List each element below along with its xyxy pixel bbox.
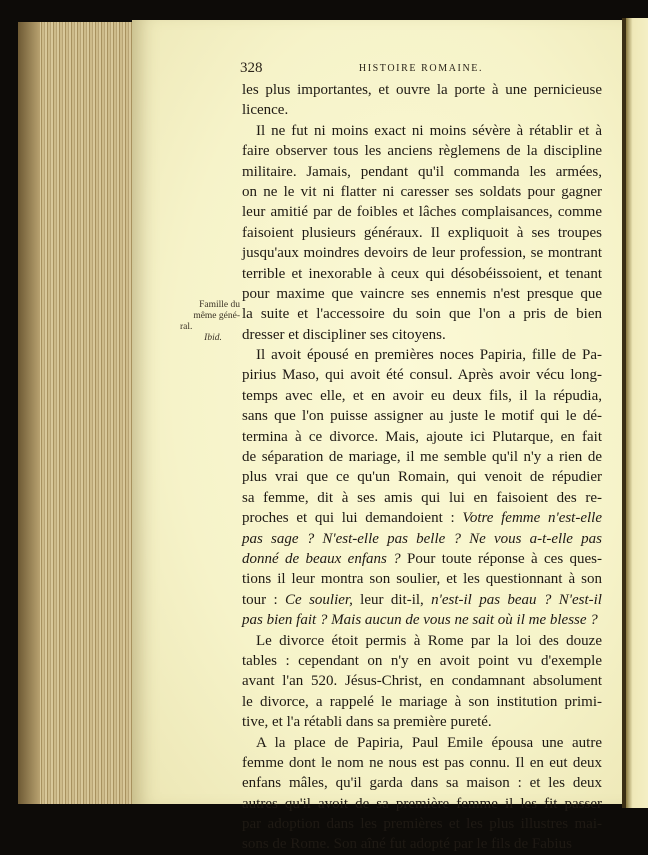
text-line (242, 488, 602, 508)
text-segment: sons de Rome. Son aîné fut adopté par le fils de Fabius (242, 836, 572, 853)
text-segment: plus vrai que ce qu'un Romain, qui venoit de répudier (242, 469, 602, 486)
text-segment: jusqu'aux moindres devoirs de leur profession, se montrant (242, 245, 602, 262)
text-segment: licence. (242, 102, 289, 119)
text-line (242, 223, 602, 243)
text-line (242, 141, 602, 161)
text-line (242, 671, 602, 691)
text-line (242, 345, 602, 365)
text-segment: la suite et l'accessoire du soin que l'on a pris de bien (242, 306, 602, 323)
text-segment: leur dit-il, (352, 591, 432, 608)
text-line (242, 182, 602, 202)
running-head: HISTOIRE ROMAINE. (358, 63, 484, 74)
text-segment: pirius Maso, qui avoit été consul. Après avoir vécu long- (242, 367, 602, 384)
page-number: 328 (240, 60, 263, 76)
text-segment: Pour toute réponse à ces ques- (400, 550, 603, 567)
text-segment: proches et qui lui demandoient : (242, 510, 463, 527)
text-segment: temps avec elle, et en avoir eu deux fils, il la répudia, (242, 387, 602, 404)
italic-text: pas sage ? N'est-elle pas belle ? Ne vous a-t-elle pas (242, 530, 602, 547)
text-line (242, 569, 602, 589)
text-segment: autres qu'il avoit de sa première femme il les fit passer (242, 795, 602, 812)
text-line (242, 753, 602, 773)
text-line (242, 508, 602, 528)
text-line (242, 365, 602, 385)
text-line (242, 773, 602, 793)
text-line (242, 325, 602, 345)
text-line (242, 590, 602, 610)
text-line (242, 529, 602, 549)
text-segment: tour : (242, 591, 286, 608)
page-body-text (242, 80, 602, 855)
text-segment: on ne le vit ni flatter ni caresser ses soldats pour gagner (242, 183, 602, 200)
text-segment: A la place de Papiria, Paul Emile épousa une autre (256, 734, 602, 751)
text-line (242, 264, 602, 284)
text-line (242, 80, 602, 100)
text-segment: Le divorce étoit permis à Rome par la loi des douze (256, 632, 602, 649)
text-segment: dresser et discipliner ses citoyens. (242, 326, 446, 343)
italic-text: Votre femme n'est-elle (462, 510, 602, 527)
margin-note-line: Famille du (199, 300, 240, 310)
text-line (242, 692, 602, 712)
text-segment: faisoient plusieurs généraux. Il expliquoit à ses troupes (242, 224, 602, 241)
italic-text: n'est-il pas beau ? N'est-il (431, 591, 602, 608)
margin-note (172, 300, 240, 344)
text-line (242, 610, 602, 630)
text-segment: les plus importantes, et ouvre la porte à une pernicieuse (242, 82, 602, 98)
text-line (242, 549, 602, 569)
text-line (242, 406, 602, 426)
text-segment: militaire. Jamais, pendant qu'il commanda les armées, (242, 163, 602, 180)
text-line (242, 121, 602, 141)
text-segment: leur amitié par de foibles et lâches complaisances, comme (242, 204, 602, 221)
text-segment: le divorce, a rappelé le mariage à son institution primi- (242, 693, 602, 710)
text-line (242, 304, 602, 324)
margin-note-line: ral. (180, 322, 193, 332)
text-segment: avant l'an 520. Jésus-Christ, en condamnant absolument (242, 673, 602, 690)
text-segment: faire observer tous les anciens règlemens de la discipline (242, 143, 602, 160)
italic-text: donné de beaux enfans ? (242, 550, 401, 567)
margin-note-ref: Ibid. (204, 333, 222, 343)
text-segment: terrible et inexorable à ceux qui désobéissoient, et tenant (242, 265, 602, 282)
text-segment: sa femme, dit à ses amis qui lui en faisoient des re- (242, 489, 602, 506)
text-line (242, 733, 602, 753)
text-line (242, 284, 602, 304)
text-line (242, 834, 602, 854)
margin-note-line: même géné- (193, 311, 240, 321)
text-segment: sans que l'on puisse assigner au juste le motif qui le dé- (242, 408, 602, 425)
text-segment: de séparation de mariage, il me semble qu'il n'y a rien de (242, 449, 602, 466)
text-line (242, 243, 602, 263)
text-line (242, 427, 602, 447)
text-line (242, 202, 602, 222)
text-segment: Il ne fut ni moins exact ni moins sévère à rétablir et à (256, 122, 602, 139)
book-edge-shadow (18, 22, 40, 804)
text-segment: pour maxime que vaincre ses ennemis n'est presque que (242, 285, 602, 302)
text-segment: tions il leur montra son soulier, et les questionnant à son (242, 571, 602, 588)
italic-text: Ce soulier, (285, 591, 353, 608)
text-line (242, 162, 602, 182)
text-line (242, 386, 602, 406)
text-segment: par adoption dans les premières et les plus illustres mai- (242, 816, 602, 833)
text-line (242, 794, 602, 814)
text-line (242, 447, 602, 467)
italic-text: pas bien fait ? Mais aucun de vous ne sait où il me blesse ? (242, 612, 598, 629)
text-line (242, 712, 602, 732)
text-segment: Il avoit épousé en premières noces Papiria, fille de Pa- (256, 347, 602, 364)
text-line (242, 631, 602, 651)
text-line (242, 100, 602, 120)
text-segment: femme dont le nom ne nous est pas connu. Il en eut deux (242, 754, 602, 771)
text-line (242, 651, 602, 671)
text-segment: termina à ce divorce. Mais, ajoute ici Plutarque, en fait (242, 428, 602, 445)
facing-page-edge (626, 18, 648, 808)
text-line (242, 814, 602, 834)
text-segment: tables : cependant on n'y en avoit point vu d'exemple (242, 652, 602, 669)
text-line (242, 467, 602, 487)
text-segment: tive, et l'a rétabli dans sa première pureté. (242, 714, 492, 731)
text-segment: enfans mâles, qu'il garda dans sa maison : et les deux (242, 775, 602, 792)
page-header (240, 60, 602, 78)
